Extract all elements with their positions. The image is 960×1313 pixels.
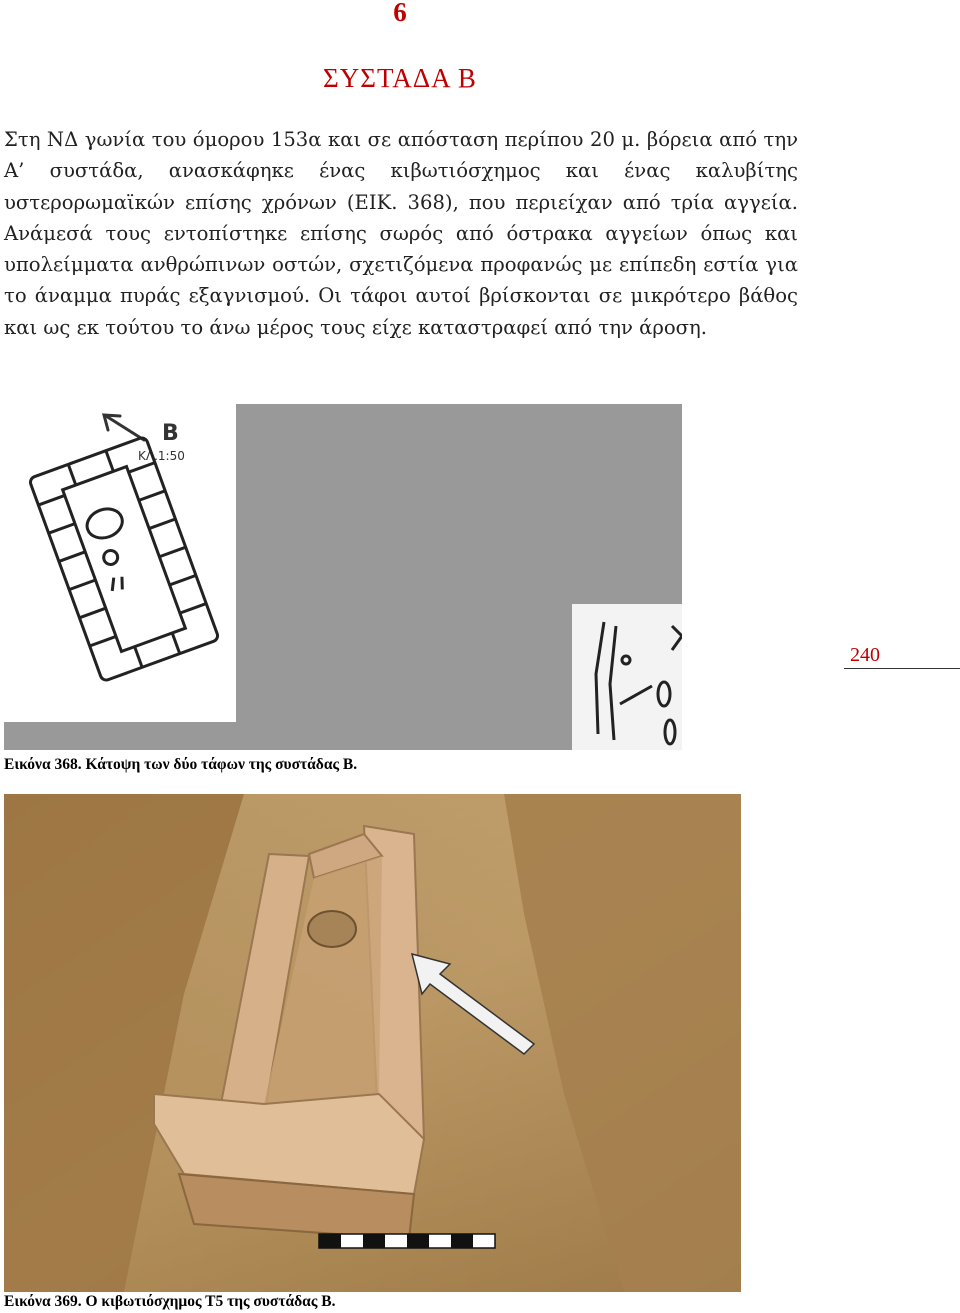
page-number: 240 [844,642,960,669]
tile-grave-outline [596,622,682,744]
sketch-scale: ΚΛ.1:50 [138,449,185,463]
section-title: ΣΥΣΤΑΔΑ Β [323,63,477,93]
body-paragraph: Στη ΝΔ γωνία του όμορου 153α και σε απόσταση περίπου 20 μ. βόρεια από την Α’ συστάδα, ανασκάφηκε ένας κιβωτιόσχημος και ένας καλυβίτης υστερορωμαϊκών επίσης χρόνων (ΕΙΚ. 368), που περιείχαν από τρία αγγεία. Ανάμεσά τους εντοπίστηκε επίσης σωρός από όστρακα αγγείων όπως και υπολείμματα ανθρώπινων οστών, σχετιζόμενα προφανώς με επίπεδη εστία για το άναμμα πυράς εξαγνισμού. Οι τάφοι αυτοί βρίσκονται σε μικρότερο βάθος και ως εκ τούτου το άνω μέρος τους είχε καταστραφεί από την άροση. [4,128,798,339]
north-arrow-icon [104,415,144,440]
figure-368-plan-sketch [4,404,682,750]
figure-369-excavation-photo [4,794,741,1292]
figure-369-caption: Εικόνα 369. Ο κιβωτιόσχημος Τ5 της συστάδας Β. [4,1293,336,1310]
figure-368-caption: Εικόνα 368. Κάτοψη των δύο τάφων της συστάδας Β. [4,756,358,773]
vessel-icon [308,911,356,947]
scale-bar-icon [319,1234,495,1248]
sketch-label: B [162,421,179,446]
cist-grave-outline [29,436,219,681]
sketch-drawing [4,404,682,750]
chapter-number: 6 [393,0,407,27]
excavation-photo-drawing [4,794,741,1292]
